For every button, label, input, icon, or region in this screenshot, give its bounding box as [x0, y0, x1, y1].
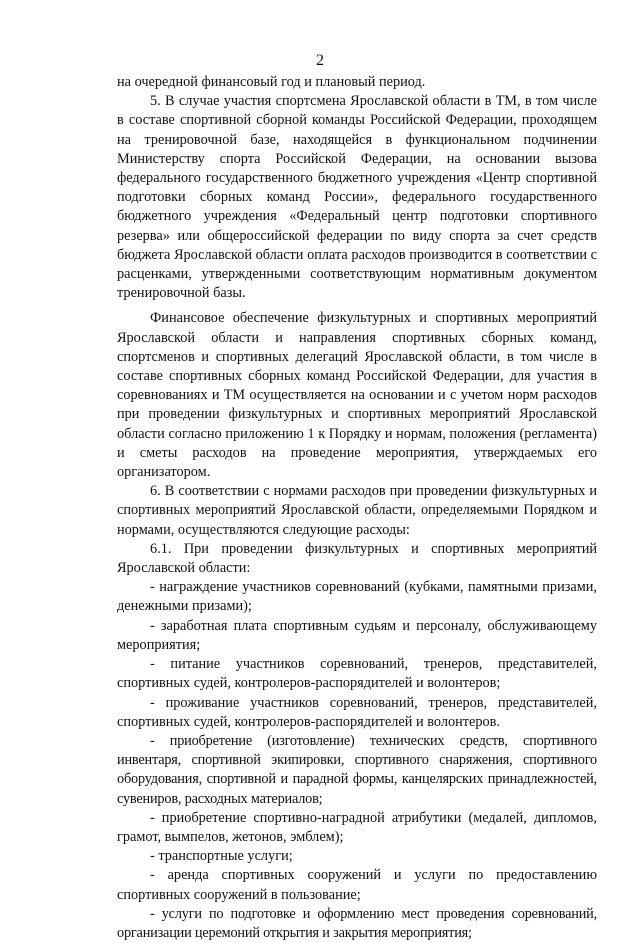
list-item-venue-preparation: - услуги по подготовке и оформлению мест проведения соревнований, организации церемоний открытия и закрытия мероприятия;: [117, 905, 597, 941]
paragraph-continuation: на очередной финансовый год и плановый период.: [117, 74, 426, 90]
paragraph-item-6: 6. В соответствии с нормами расходов при проведении физкультурных и спортивных мероприятий Ярославской области, определяемыми Порядком и нормами, осуществляются следующие расходы:: [117, 483, 597, 538]
list-item-transport: - транспортные услуги;: [150, 848, 293, 865]
list-item-award-attributes: - приобретение спортивно-наградной атрибутики (медалей, дипломов, грамот, вымпелов, жетонов, эмблем);: [117, 809, 597, 845]
document-body: [117, 73, 597, 943]
list-item-equipment: - приобретение (изготовление) технических средств, спортивного инвентаря, спортивной экипировки, спортивного снаряжения, спортивного оборудования, спортивной и парадной формы, канцелярских принадлежностей, сувениров, расходных материалов;: [117, 732, 597, 807]
list-item-salary: - заработная плата спортивным судьям и персоналу, обслуживающему мероприятия;: [117, 617, 597, 653]
list-item-facility-rent: - аренда спортивных сооружений и услуги по предоставлению спортивных сооружений в пользование;: [117, 867, 597, 903]
list-item-accommodation: - проживание участников соревнований, тренеров, представителей, спортивных судей, контролеров-распорядителей и волонтеров.: [117, 694, 597, 730]
list-item-meals: - питание участников соревнований, тренеров, представителей, спортивных судей, контролеров-распорядителей и волонтеров;: [117, 656, 597, 692]
paragraph-item-5: 5. В случае участия спортсмена Ярославской области в ТМ, в том числе в составе спортивной сборной команды Российской Федерации, проходящем на тренировочной базе, находящейся в функциональном подчинении Министерству спорта Российской Федерации, на основании вызова федерального государственного бюджетного учреждения «Центр спортивной подготовки сборных команд России», федерального государственного бюджетного учреждения «Федеральный центр подготовки спортивного резерва» или общероссийской федерации по виду спорта за счет средств бюджета Ярославской области оплата расходов производится в соответствии с расценками, утвержденными соответствующим нормативным документом тренировочной базы.: [117, 93, 597, 302]
paragraph-item-6-1: 6.1. При проведении физкультурных и спортивных мероприятий Ярославской области:: [117, 540, 597, 577]
page-number: 2: [316, 52, 324, 69]
paragraph-financing: Финансовое обеспечение физкультурных и спортивных мероприятий Ярославской области и направления спортивных сборных команд, спортсменов и спортивных делегаций Ярославской области, в том числе в составе спортивных сборных команд Российской Федерации, для участия в соревнованиях и ТМ осуществляется на основании и с учетом норм расходов при проведении физкультурных и спортивных мероприятий Ярославской области согласно приложению 1 к Порядку и нормам, положения (регламента) и сметы расходов на проведение мероприятия, утверждаемых его организатором.: [117, 310, 597, 481]
list-item-awarding: - награждение участников соревнований (кубками, памятными призами, денежными призами);: [117, 579, 597, 615]
